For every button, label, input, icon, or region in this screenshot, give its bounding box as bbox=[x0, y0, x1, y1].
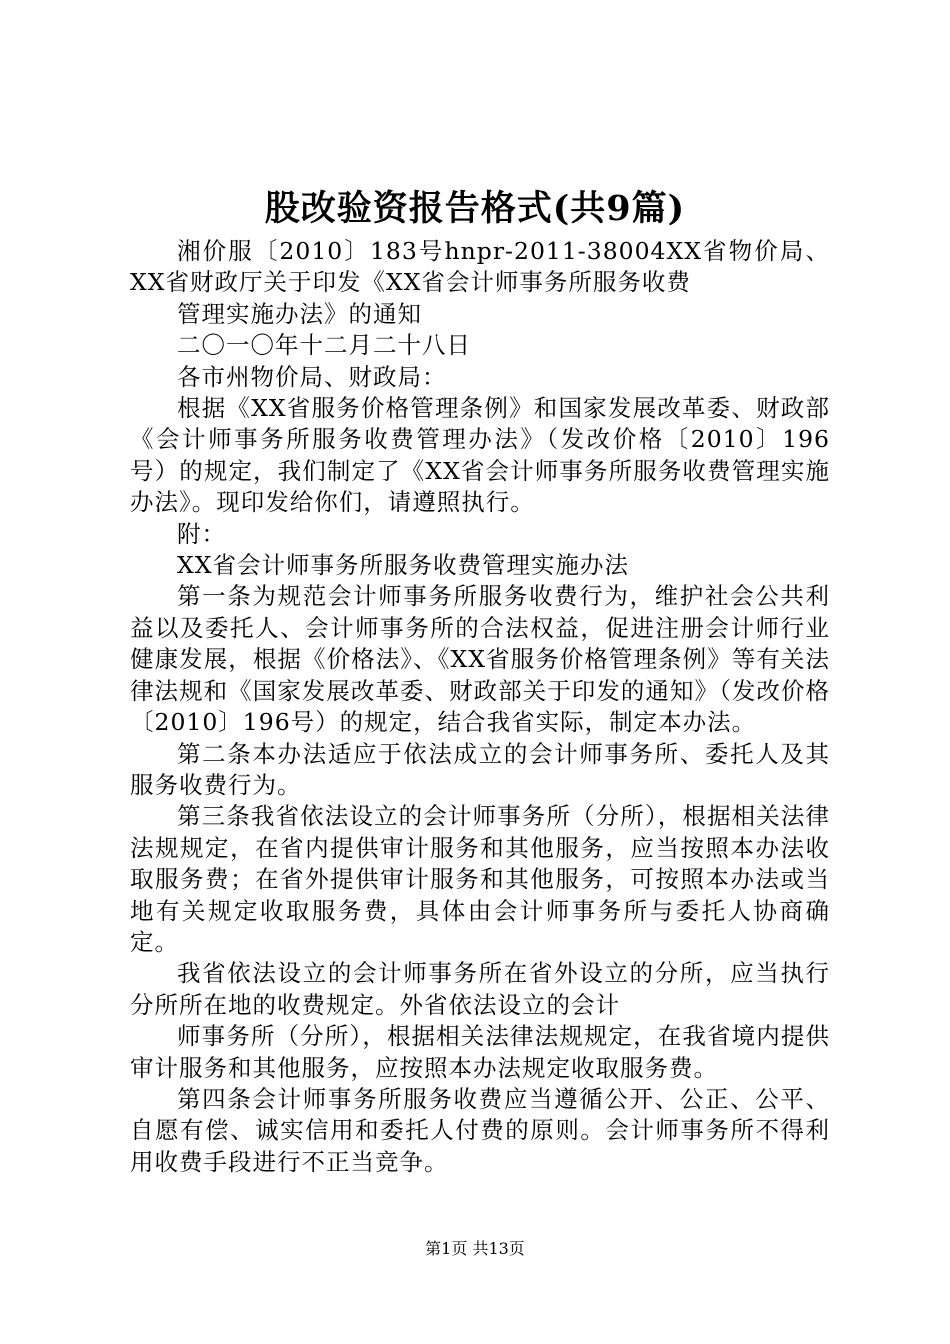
paragraph-8: 第一条为规范会计师事务所服务收费行为，维护社会公共利益以及委托人、会计师事务所的合法权益，促进注册会计师行业健康发展，根据《价格法》、《XX省服务价格管理条例》等有关法律法规和《国家发展改革委、财政部关于印发的通知》（发改价格〔2010〕196号）的规定，结合我省实际，制定本办法。 bbox=[130, 582, 830, 737]
paragraph-1: 湘价服〔2010〕183号hnpr-2011-38004XX省物价局、XX省财政厅关于印发《XX省会计师事务所服务收费 bbox=[130, 237, 830, 297]
paragraph-10: 第三条我省依法设立的会计师事务所（分所），根据相关法律法规规定，在省内提供审计服务和其他服务，应当按照本办法收取服务费；在省外提供审计服务和其他服务，可按照本办法或当地有关规定收取服务费，具体由会计师事务所与委托人协商确定。 bbox=[130, 802, 830, 956]
paragraph-4: 各市州物价局、财政局： bbox=[177, 362, 447, 391]
paragraph-6: 附： bbox=[177, 519, 226, 548]
paragraph-2: 管理实施办法》的通知 bbox=[177, 299, 422, 328]
paragraph-5: 根据《XX省服务价格管理条例》和国家发展改革委、财政部《会计师事务所服务收费管理办法》（发改价格〔2010〕196号）的规定，我们制定了《XX省会计师事务所服务收费管理实施办法》。现印发给你们，请遵照执行。 bbox=[130, 394, 830, 517]
paragraph-3: 二〇一〇年十二月二十八日 bbox=[177, 331, 471, 360]
document-title: 股改验资报告格式(共9篇) bbox=[264, 188, 686, 229]
paragraph-13: 第四条会计师事务所服务收费应当遵循公开、公正、公平、自愿有偿、诚实信用和委托人付费的原则。会计师事务所不得利用收费手段进行不正当竞争。 bbox=[130, 1084, 830, 1176]
paragraph-9: 第二条本办法适应于依法成立的会计师事务所、委托人及其服务收费行为。 bbox=[130, 739, 830, 799]
paragraph-12: 师事务所（分所），根据相关法律法规规定，在我省境内提供审计服务和其他服务，应按照本办法规定收取服务费。 bbox=[130, 1022, 830, 1082]
document-body bbox=[130, 236, 830, 1178]
paragraph-7: XX省会计师事务所服务收费管理实施办法 bbox=[177, 551, 629, 580]
page-number-footer: 第1页 共13页 bbox=[425, 1239, 525, 1258]
paragraph-11: 我省依法设立的会计师事务所在省外设立的分所，应当执行分所所在地的收费规定。外省依法设立的会计 bbox=[130, 959, 830, 1019]
